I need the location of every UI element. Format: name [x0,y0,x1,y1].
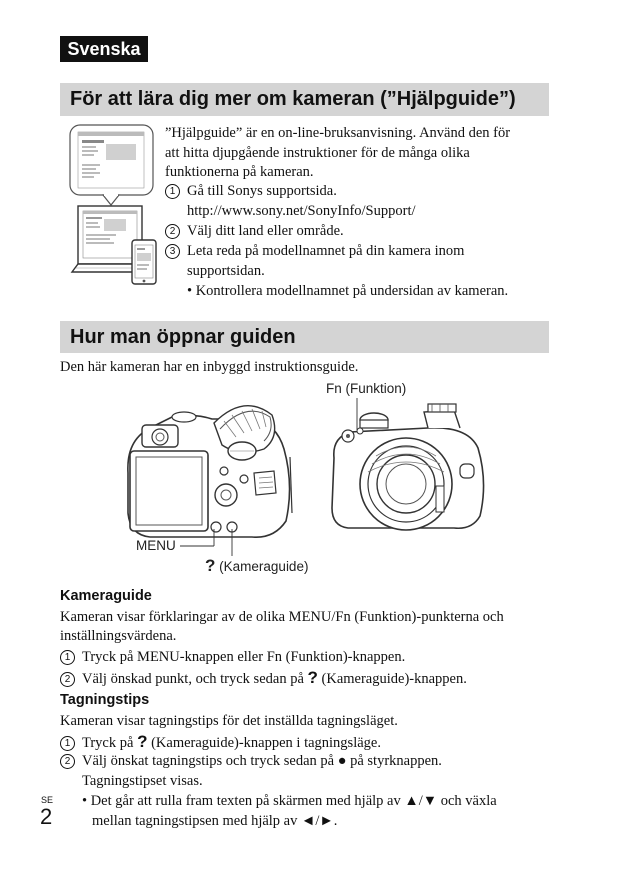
step-number: 2 [60,672,75,687]
kameraguide-step2-text-end: (Kameraguide)-knappen. [321,671,467,687]
tagningstips-step1-text-end: (Kameraguide)-knappen i tagningsläge. [151,735,381,751]
step-number: 1 [60,650,75,665]
tagningstips-step2-text: Välj önskat tagningstips och tryck sedan på ● på styrknappen. [82,753,442,769]
fn-label: Fn (Funktion) [326,381,407,396]
kameraguide-desc-line1: Kameran visar förklaringar av de olika MENU/Fn (Funktion)-punkterna och [60,609,504,625]
kameraguide-step1-text: Tryck på MENU-knappen eller Fn (Funktion)-knappen. [82,649,406,665]
open-guide-intro: Den här kameran har en inbyggd instruktionsguide. [60,359,359,375]
tagningstips-bullet-line1: • Det går att rulla fram texten på skärmen med hjälp av ▲/▼ och växla [82,793,497,809]
tagningstips-desc: Kameran visar tagningstips för det inställda tagningsläget. [60,713,398,729]
kameraguide-step2 [60,668,467,690]
section-heading-open-guide: Hur man öppnar guiden [60,321,549,353]
kameraguide-step1 [60,648,405,668]
helpguide-step3-text: Leta reda på modellnamnet på din kamera inom [187,243,465,259]
helpguide-bullet: • Kontrollera modellnamnet på undersidan av kameran. [187,283,509,299]
helpguide-step3-cont: supportsidan. [187,263,265,279]
tagningstips-bullet-line2: mellan tagningstipsen med hjälp av ◄/►. [92,813,338,829]
kameraguide-step2-text: Välj önskad punkt, och tryck sedan på [82,671,304,687]
question-mark-icon: ? [137,732,148,751]
guide-label [205,556,308,576]
support-url: http://www.sony.net/SonyInfo/Support/ [187,203,416,219]
kameraguide-desc-line2: inställningsvärdena. [60,628,177,644]
step-number: 1 [165,184,180,199]
step-number: 1 [60,736,75,751]
tagningstips-step2 [60,752,442,772]
helpguide-intro-line3: funktionerna på kameran. [165,164,314,180]
step-number: 3 [165,244,180,259]
section-heading-helpguide: För att lära dig mer om kameran (”Hjälpguide”) [60,83,549,116]
helpguide-step1-text: Gå till Sonys supportsida. [187,183,337,199]
helpguide-intro-line1: ”Hjälpguide” är en on-line-bruksanvisning. Använd den för [165,125,511,141]
page-language-code: SE [41,795,54,805]
page-number: 2 [40,804,53,829]
menu-label: MENU [136,538,176,553]
kameraguide-heading: Kameraguide [60,588,152,604]
tagningstips-heading: Tagningstips [60,692,150,708]
tagningstips-step1 [60,732,381,754]
question-mark-icon: ? [205,556,216,575]
guide-label-text: (Kameraguide) [219,559,309,574]
step-number: 2 [60,754,75,769]
tagningstips-step1-text: Tryck på [82,735,134,751]
question-mark-icon: ? [307,668,318,687]
helpguide-step2-text: Välj ditt land eller område. [187,223,344,239]
tagningstips-step2-cont: Tagningstipset visas. [82,773,203,789]
helpguide-intro-line2: att hitta djupgående instruktioner för de många olika [165,145,470,161]
step-number: 2 [165,224,180,239]
language-tag: Svenska [60,36,148,62]
